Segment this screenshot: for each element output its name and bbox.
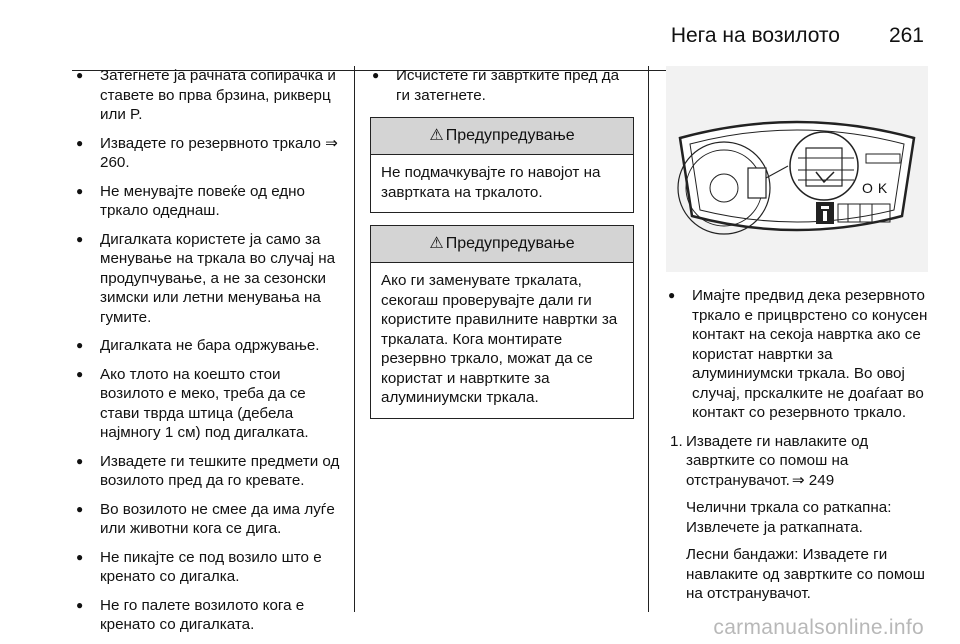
warning-icon: ⚠ [429, 235, 444, 252]
page-header [0, 24, 960, 60]
list-item: ● Имајте предвид дека резервното тркало е прицврстено со конусен контакт на секоја навртка ако се користат навртки за алуминиумски тркала. Во овој случај, прскалките не доаѓаат во контакт со резервното тркало. [666, 286, 928, 423]
bullet-list [370, 66, 634, 105]
watermark: carmanualsonline.info [713, 616, 924, 639]
column-2 [370, 66, 634, 429]
column-divider-2 [648, 66, 649, 612]
bullet-list [74, 66, 346, 635]
warning-title: Предупредување [445, 127, 575, 144]
step-text: Челични тркала со раткапна: Извлечете ја раткапната. [686, 499, 892, 536]
warning-icon: ⚠ [429, 127, 444, 144]
page-title: Нега на возилото [670, 24, 840, 47]
step-number: 1. [670, 432, 683, 450]
column-1 [74, 66, 346, 644]
list-item: ● Дигалката користете ја само за менување на тркала во случај на продупчување, а не за сезонски зимски или летни менувања на гумите. [74, 230, 346, 328]
warning-header [371, 226, 633, 263]
wheel-nut-illustration [666, 66, 928, 272]
warning-box [370, 225, 634, 419]
step-text: Лесни бандажи: Извадете ги навлаките од завртките со помош на отстранувачот. [686, 546, 925, 602]
list-item: ● Затегнете ја рачната сопирачка и ставете во прва брзина, рикверц или P. [74, 66, 346, 125]
warning-text: Не подмачкувајте го навојот на завртката на тркалото. [381, 164, 601, 201]
page-reference-link[interactable]: ⇒ 249 [791, 471, 835, 489]
step-text: Извадете ги навлаките од завртките со помош на отстранувачот. ⇒ 249 [686, 432, 869, 489]
list-item: ● Исчистете ги завртките пред да ги затегнете. [370, 66, 634, 105]
list-item: ● Во возилото не смее да има луѓе или животни кога се дига. [74, 500, 346, 539]
warning-box [370, 117, 634, 213]
list-item: ● Не менувајте повеќе од едно тркало одеднаш. [74, 182, 346, 221]
step-list [666, 432, 928, 604]
ok-label: OK [862, 180, 893, 196]
list-item: ● Ако тлото на коешто стои возилото е меко, треба да се стави тврда штица (дебела најмногу 1 см) под дигалката. [74, 365, 346, 443]
column-3 [666, 66, 928, 612]
list-item: ● Дигалката не бара одржување. [74, 336, 346, 356]
column-divider-1 [354, 66, 355, 612]
wheel-nut-drawing [666, 66, 928, 272]
step-item [666, 432, 928, 604]
warning-header [371, 118, 633, 155]
list-item: ● Не пикајте се под возило што е кренато со дигалка. [74, 548, 346, 587]
page-number: 261 [888, 24, 924, 47]
list-item: ● Не го палете возилото кога е кренато со дигалката. [74, 596, 346, 635]
list-item: ● Извадете го резервното тркало ⇒ 260. [74, 134, 346, 173]
warning-title: Предупредување [445, 235, 575, 252]
warning-text: Ако ги заменувате тркалата, секогаш проверувајте дали ги користите правилните навртки за тркалата. Кога монтирате резервно тркало, можат да се користат и навртките за алуминиумски тркала. [381, 272, 618, 406]
bullet-list [666, 286, 928, 423]
list-item: ● Извадете ги тешките предмети од возилото пред да го кревате. [74, 452, 346, 491]
